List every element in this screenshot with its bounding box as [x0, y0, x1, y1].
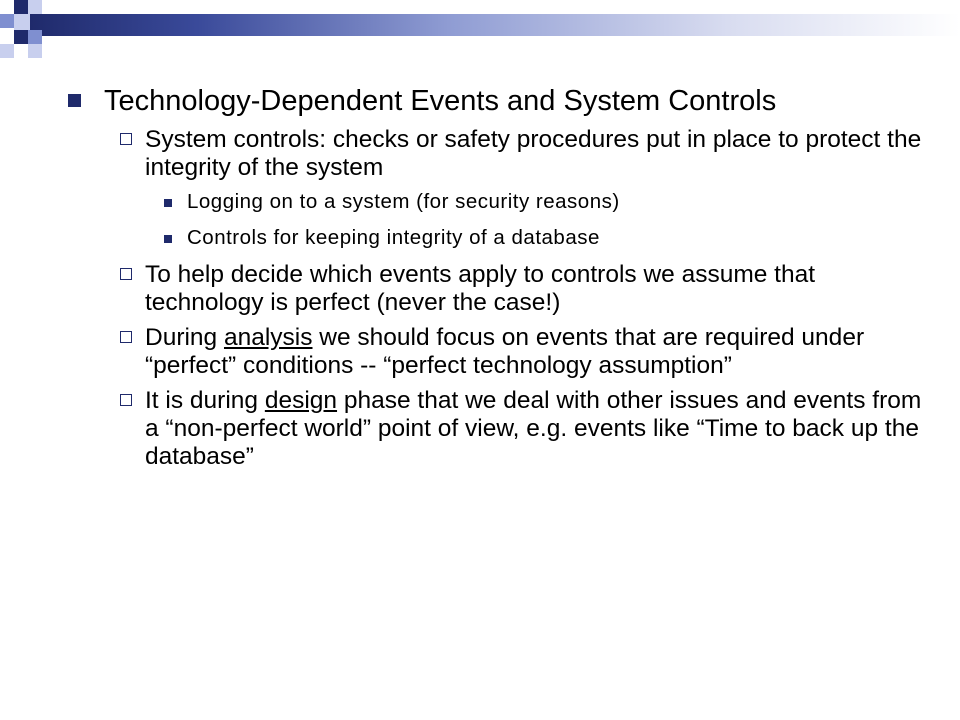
- sub-bullet-text: Logging on to a system (for security reasons): [187, 190, 620, 213]
- header-square-dark: [14, 30, 28, 44]
- bullet-text-post: we should focus on events that are required under “perfect” conditions -- “perfect technology assumption”: [145, 324, 865, 379]
- underlined-term-analysis: analysis: [223, 324, 313, 351]
- bullet-text-pre: It is during: [145, 387, 265, 414]
- header-square-light: [0, 44, 14, 58]
- header-gradient-bar: [30, 14, 960, 36]
- slide-content: [68, 84, 928, 478]
- slide-title-bullet: [68, 84, 928, 118]
- bullet-text: To help decide which events apply to controls we assume that technology is perfect (never the case!): [145, 261, 816, 316]
- bullet-text-pre: During: [145, 324, 224, 351]
- header-square-light: [14, 14, 30, 30]
- bullet-item: [68, 387, 928, 471]
- header-square-light: [28, 44, 42, 58]
- bullet-item: [68, 126, 928, 182]
- small-square-bullet-icon: [164, 199, 172, 207]
- square-bullet-icon: [68, 94, 81, 107]
- hollow-square-bullet-icon: [120, 268, 132, 280]
- sub-bullet-item: [68, 225, 928, 251]
- sub-bullet-item: [68, 189, 928, 215]
- bullet-text: System controls: checks or safety procedures put in place to protect the integrity of the system: [145, 126, 922, 181]
- hollow-square-bullet-icon: [120, 394, 132, 406]
- bullet-item: [68, 261, 928, 317]
- header-square-dark: [14, 0, 28, 14]
- hollow-square-bullet-icon: [120, 331, 132, 343]
- underlined-term-design: design: [264, 387, 338, 414]
- small-square-bullet-icon: [164, 235, 172, 243]
- header-square-mid: [0, 14, 14, 28]
- bullet-text-post: phase that we deal with other issues and events from a “non-perfect world” point of view, e.g. events like “Time to back up the database”: [145, 387, 922, 470]
- header-square-mid: [28, 30, 42, 44]
- hollow-square-bullet-icon: [120, 133, 132, 145]
- header-square-light: [28, 0, 42, 14]
- bullet-item: [68, 324, 928, 380]
- sub-bullet-text: Controls for keeping integrity of a database: [187, 226, 600, 249]
- slide-title: Technology-Dependent Events and System Controls: [104, 85, 777, 117]
